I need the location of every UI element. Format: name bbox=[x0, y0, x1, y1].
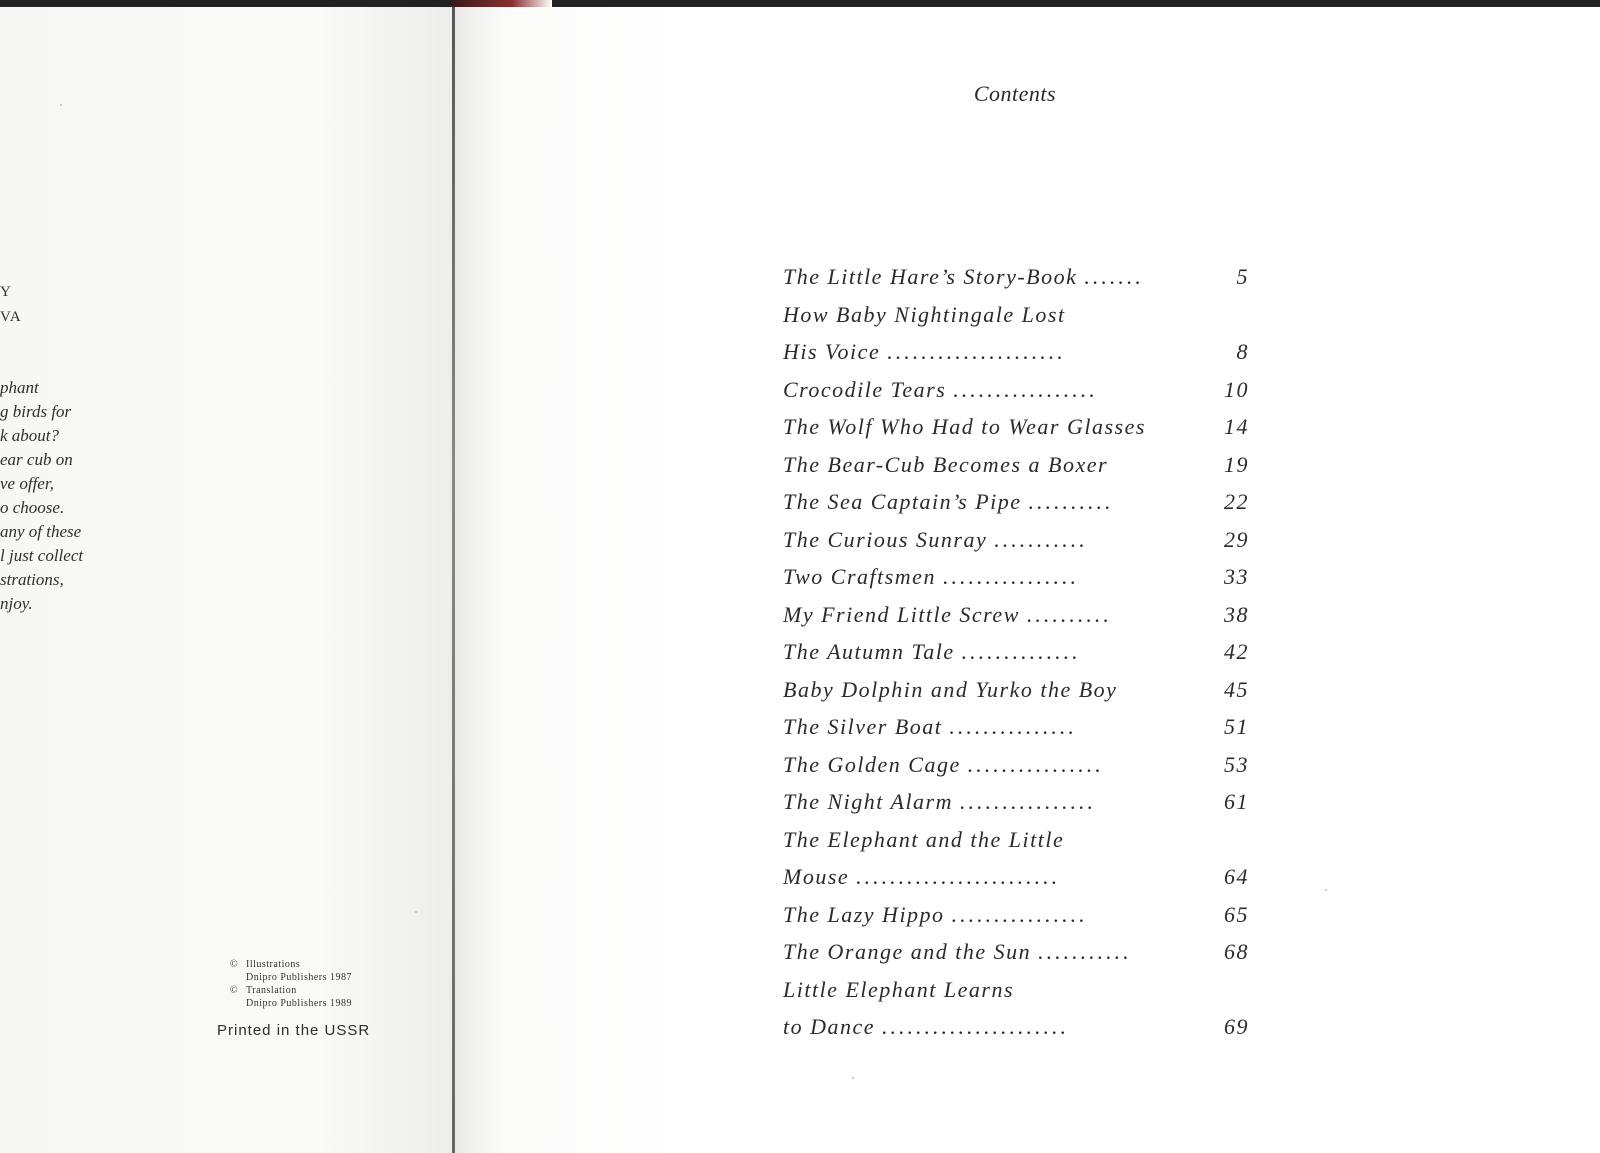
toc-entry-line bbox=[783, 302, 1066, 328]
toc-entry-title: My Friend Little Screw bbox=[783, 602, 1020, 627]
toc-entry-line bbox=[783, 902, 1088, 928]
toc-entry-line bbox=[783, 414, 1146, 440]
toc-entry-line bbox=[783, 1014, 1069, 1040]
toc-entry-page-number: 5 bbox=[1236, 264, 1249, 289]
left-fragment: ve offer, bbox=[0, 474, 54, 493]
toc-entry-page-number: 19 bbox=[1224, 452, 1249, 477]
toc-entry-line bbox=[783, 977, 1014, 1003]
toc-entry-title: The Sea Captain’s Pipe bbox=[783, 489, 1022, 514]
toc-entry-page-number: 61 bbox=[1224, 789, 1249, 814]
imprint-line: Dnipro Publishers 1989 bbox=[246, 998, 352, 1009]
toc-entry-title: The Golden Cage bbox=[783, 752, 961, 777]
left-fragment: njoy. bbox=[0, 594, 33, 613]
toc-entry-title: The Bear-Cub Becomes a Boxer bbox=[783, 452, 1109, 477]
toc-entry bbox=[783, 827, 1249, 861]
toc-entry-page-number: 69 bbox=[1224, 1014, 1249, 1039]
toc-entry-leader-dots: ................ bbox=[942, 564, 1079, 589]
toc-entry-line bbox=[783, 489, 1114, 515]
toc-entry-leader-dots: ................ bbox=[951, 902, 1088, 927]
toc-entry-page-number: 29 bbox=[1224, 527, 1249, 552]
toc-entry-leader-dots: ................ bbox=[960, 789, 1097, 814]
toc-entry-line bbox=[783, 339, 1066, 365]
toc-entry bbox=[783, 377, 1249, 411]
toc-entry-line bbox=[783, 789, 1096, 815]
toc-entry bbox=[783, 302, 1249, 336]
toc-entry-page-number: 38 bbox=[1224, 602, 1249, 627]
printed-in-note: Printed in the USSR bbox=[217, 1022, 371, 1039]
toc-entry bbox=[783, 789, 1249, 823]
copyright-symbol: © bbox=[230, 985, 239, 996]
paper-speck bbox=[1325, 889, 1327, 891]
toc-entry bbox=[783, 714, 1249, 748]
imprint-line: Illustrations bbox=[246, 959, 301, 970]
toc-entry bbox=[783, 752, 1249, 786]
toc-entry-leader-dots: ........... bbox=[994, 527, 1088, 552]
toc-entry-leader-dots: .............. bbox=[961, 639, 1081, 664]
toc-entry bbox=[783, 977, 1249, 1011]
toc-entry bbox=[783, 339, 1249, 373]
left-fragment: l just collect bbox=[0, 546, 84, 565]
left-fragment: strations, bbox=[0, 570, 64, 589]
imprint-line: Translation bbox=[246, 985, 297, 996]
toc-entry-title: Two Craftsmen bbox=[783, 564, 936, 589]
toc-entry-leader-dots: ........... bbox=[1038, 939, 1132, 964]
toc-entry-title: to Dance bbox=[783, 1014, 876, 1039]
toc-entry-title: The Curious Sunray bbox=[783, 527, 988, 552]
toc-entry bbox=[783, 452, 1249, 486]
toc-entry-page-number: 64 bbox=[1224, 864, 1249, 889]
toc-entry bbox=[783, 414, 1249, 448]
toc-entry-leader-dots: ....... bbox=[1084, 264, 1144, 289]
left-fragment: o choose. bbox=[0, 498, 65, 517]
toc-entry bbox=[783, 564, 1249, 598]
left-fragment: any of these bbox=[0, 522, 82, 541]
toc-entry bbox=[783, 527, 1249, 561]
toc-entry-page-number: 53 bbox=[1224, 752, 1249, 777]
toc-entry bbox=[783, 489, 1249, 523]
toc-entry-page-number: 51 bbox=[1224, 714, 1249, 739]
toc-entry-leader-dots: ................. bbox=[953, 377, 1098, 402]
toc-entry-line bbox=[783, 864, 1060, 890]
toc-entry-page-number: 14 bbox=[1224, 414, 1249, 439]
left-page bbox=[0, 7, 452, 1153]
toc-entry-line bbox=[783, 377, 1098, 403]
toc-entry-line bbox=[783, 827, 1064, 853]
left-fragment: Y bbox=[0, 284, 12, 300]
copyright-imprint bbox=[230, 958, 352, 1010]
toc-entry bbox=[783, 902, 1249, 936]
left-fragment: phant bbox=[0, 378, 39, 397]
toc-entry-title: The Lazy Hippo bbox=[783, 902, 945, 927]
toc-entry-title: The Autumn Tale bbox=[783, 639, 955, 664]
toc-entry-page-number: 22 bbox=[1224, 489, 1249, 514]
paper-speck bbox=[415, 911, 417, 913]
toc-entry bbox=[783, 264, 1249, 298]
toc-entry-line bbox=[783, 564, 1079, 590]
toc-entry-leader-dots: ........................ bbox=[856, 864, 1061, 889]
cover-edge bbox=[452, 0, 552, 7]
toc-entry-title: The Little Hare’s Story-Book bbox=[783, 264, 1078, 289]
toc-entry-page-number: 8 bbox=[1236, 339, 1249, 364]
toc-entry-page-number: 10 bbox=[1224, 377, 1249, 402]
toc-entry-line bbox=[783, 527, 1088, 553]
paper-speck bbox=[852, 1077, 854, 1079]
copyright-symbol: © bbox=[230, 959, 239, 970]
paper-speck bbox=[60, 104, 62, 106]
toc-entry-page-number: 45 bbox=[1224, 677, 1249, 702]
toc-entry-title: The Elephant and the Little bbox=[783, 827, 1065, 852]
toc-entry-line bbox=[783, 602, 1112, 628]
toc-entry-line bbox=[783, 452, 1108, 478]
toc-entry-line bbox=[783, 677, 1117, 703]
toc-entry-title: Baby Dolphin and Yurko the Boy bbox=[783, 677, 1118, 702]
toc-entry-page-number: 33 bbox=[1224, 564, 1249, 589]
toc-entry-leader-dots: .......... bbox=[1026, 602, 1112, 627]
imprint-line: Dnipro Publishers 1987 bbox=[246, 972, 352, 983]
toc-entry-leader-dots: .......... bbox=[1028, 489, 1114, 514]
toc-entry-title: Little Elephant Learns bbox=[783, 977, 1014, 1002]
left-fragment: VA bbox=[0, 309, 22, 325]
toc-entry-title: The Silver Boat bbox=[783, 714, 943, 739]
toc-entry bbox=[783, 1014, 1249, 1048]
toc-entry bbox=[783, 602, 1249, 636]
page-top-edge bbox=[0, 0, 1600, 7]
left-fragment: k about? bbox=[0, 426, 60, 445]
toc-entry-line bbox=[783, 752, 1104, 778]
toc-entry-title: Crocodile Tears bbox=[783, 377, 947, 402]
toc-entry-title: His Voice bbox=[783, 339, 881, 364]
toc-entry-line bbox=[783, 264, 1144, 290]
toc-entry-leader-dots: ...................... bbox=[882, 1014, 1070, 1039]
toc-entry-title: How Baby Nightingale Lost bbox=[783, 302, 1066, 327]
toc-entry bbox=[783, 939, 1249, 973]
toc-entry-title: The Wolf Who Had to Wear Glasses bbox=[783, 414, 1146, 439]
left-fragment: ear cub on bbox=[0, 450, 73, 469]
toc-entry bbox=[783, 639, 1249, 673]
contents-heading: Contents bbox=[973, 81, 1057, 106]
toc-entry-leader-dots: ............... bbox=[949, 714, 1077, 739]
toc-entry bbox=[783, 864, 1249, 898]
toc-entry-page-number: 65 bbox=[1224, 902, 1249, 927]
toc-entry-line bbox=[783, 939, 1132, 965]
toc-entry-line bbox=[783, 714, 1077, 740]
toc-entry-leader-dots: ..................... bbox=[887, 339, 1066, 364]
toc-entry-title: Mouse bbox=[783, 864, 850, 889]
left-fragment: g birds for bbox=[0, 402, 72, 421]
toc-entry-page-number: 68 bbox=[1224, 939, 1249, 964]
toc-entry-page-number: 42 bbox=[1224, 639, 1249, 664]
toc-entry-leader-dots: ................ bbox=[967, 752, 1104, 777]
toc-entry bbox=[783, 677, 1249, 711]
toc-entry-title: The Orange and the Sun bbox=[783, 939, 1032, 964]
toc-entry-title: The Night Alarm bbox=[783, 789, 954, 814]
toc-entry-line bbox=[783, 639, 1081, 665]
